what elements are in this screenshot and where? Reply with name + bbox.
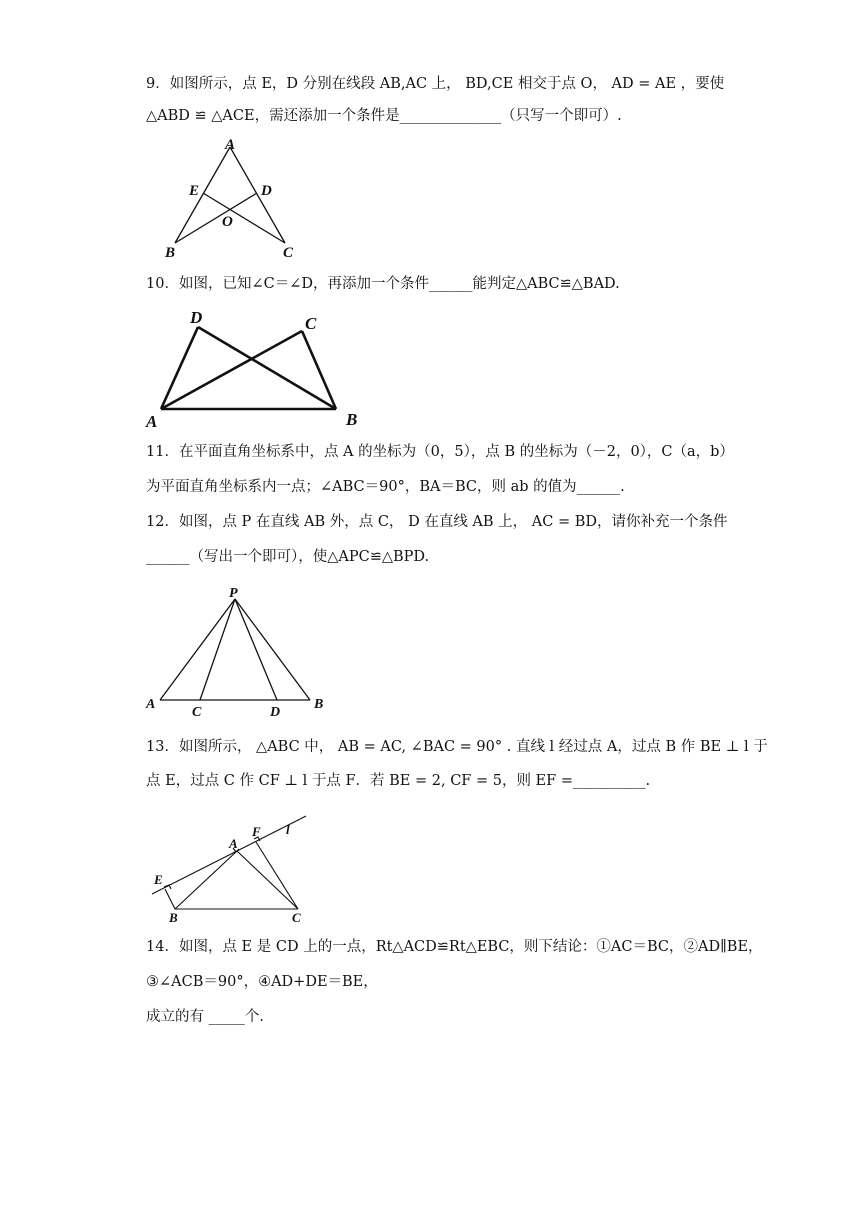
q13-label-c: C: [292, 910, 301, 925]
q10-label-b: B: [346, 410, 358, 429]
q13-label-e: E: [154, 872, 163, 887]
q14-line3: 成立的有 _____个.: [146, 1009, 264, 1025]
q9-label-b: B: [165, 245, 176, 261]
q10-label-d: D: [190, 308, 203, 327]
q10-figure: [140, 303, 370, 433]
q12-line1: 12．如图，点 P 在直线 AB 外，点 C， D 在直线 AB 上， AC = BD，请你补充一个条件: [146, 514, 728, 530]
q9-figure: [155, 135, 315, 265]
q13-figure: [140, 808, 320, 928]
q13-line2: 点 E，过点 C 作 CF ⊥ l 于点 F．若 BE = 2, CF = 5，则 EF =__________.: [146, 773, 651, 789]
q12-label-a: A: [146, 697, 156, 712]
q9-label-o: O: [222, 214, 233, 230]
q9-line2: △ABD ≌ △ACE，需还添加一个条件是______________（只写一个即可）.: [146, 108, 622, 124]
q12-label-c: C: [192, 705, 202, 720]
q12-label-p: P: [229, 586, 238, 601]
q9-label-e: E: [189, 183, 200, 199]
q13-label-b: B: [169, 910, 178, 925]
q14-line1: 14．如图，点 E 是 CD 上的一点，Rt△ACD≌Rt△EBC，则下结论：①AC＝BC，②AD∥BE，: [146, 939, 763, 955]
q12-line2: ______（写出一个即可），使△APC≌△BPD.: [146, 549, 430, 565]
q9-line1: 9．如图所示，点 E，D 分别在线段 AB,AC 上， BD,CE 相交于点 O， AD = AE ，要使: [146, 76, 725, 92]
q11-line2: 为平面直角坐标系内一点；∠ABC＝90°，BA＝BC，则 ab 的值为______.: [146, 479, 625, 495]
q13-line1: 13．如图所示， △ABC 中， AB = AC, ∠BAC = 90° . 直线 l 经过点 A，过点 B 作 BE ⊥ l 于: [146, 739, 768, 755]
q13-label-a: A: [229, 836, 238, 851]
q11-line1: 11．在平面直角坐标系中，点 A 的坐标为（0，5），点 B 的坐标为（－2，0），C（a，b）: [146, 444, 734, 460]
q13-label-l: l: [286, 822, 290, 837]
q12-figure: [140, 582, 340, 720]
q9-label-d: D: [261, 183, 272, 199]
q13-label-f: F: [252, 824, 261, 839]
q14-line2: ③∠ACB＝90°，④AD+DE＝BE，: [146, 974, 378, 990]
q10-label-c: C: [305, 314, 317, 333]
q9-label-c: C: [283, 245, 294, 261]
q9-label-a: A: [225, 137, 236, 153]
q10-label-a: A: [146, 412, 158, 431]
q10-line1: 10．如图，已知∠C＝∠D，再添加一个条件______能判定△ABC≌△BAD.: [146, 276, 620, 292]
q12-label-d: D: [270, 705, 281, 720]
q12-label-b: B: [314, 697, 324, 712]
